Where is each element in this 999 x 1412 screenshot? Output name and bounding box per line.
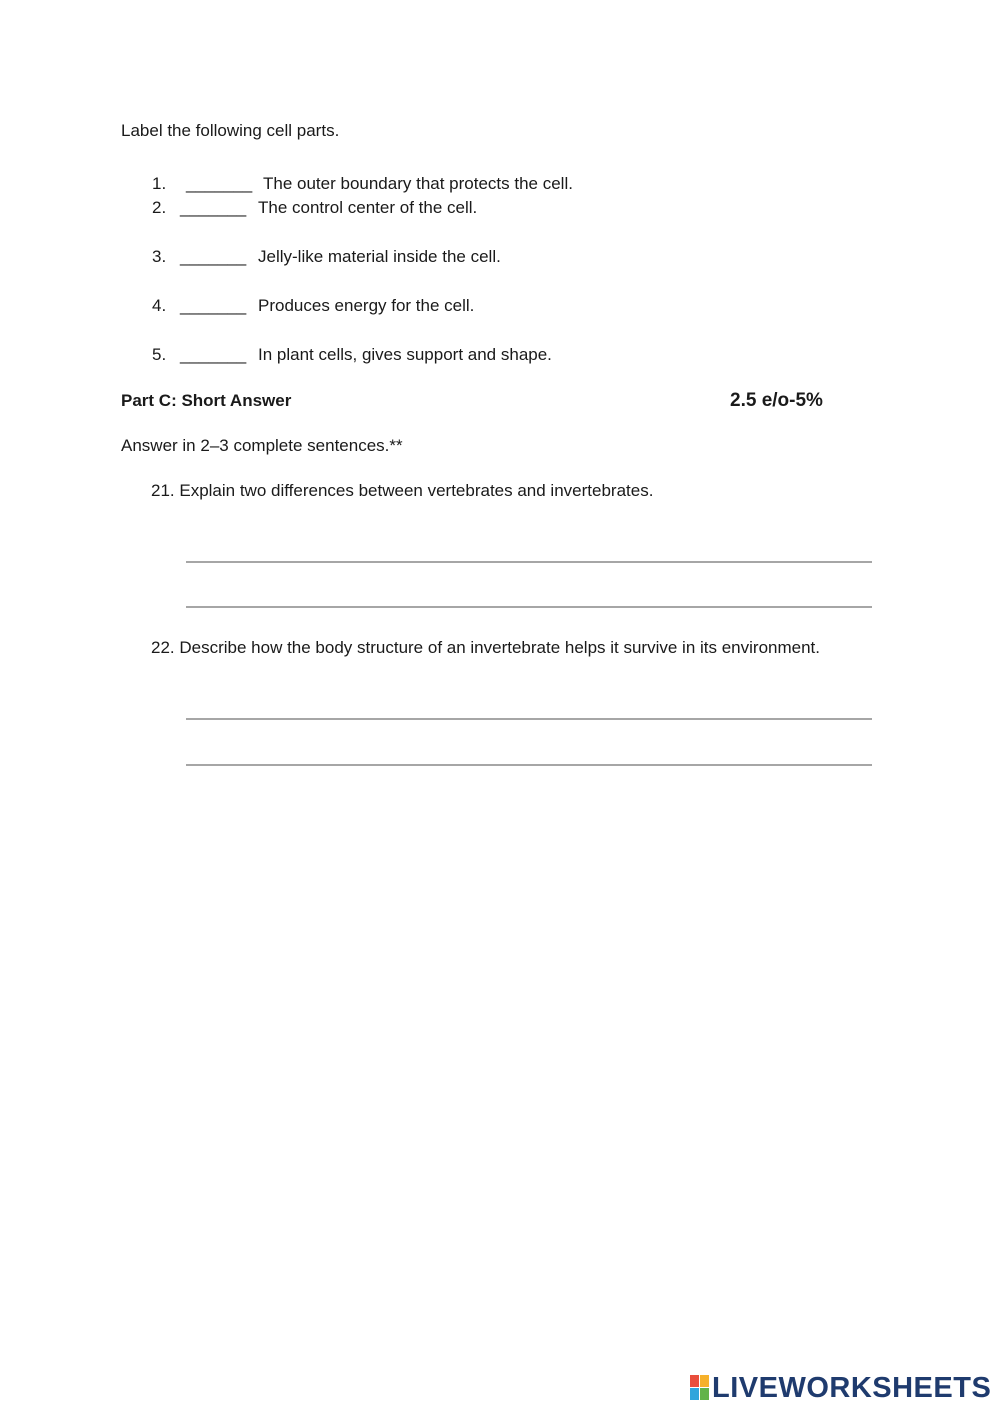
logo-block bbox=[700, 1375, 709, 1387]
answer-blank[interactable]: _______ bbox=[186, 174, 253, 193]
answer-line[interactable] bbox=[186, 764, 872, 766]
section-title: Part C: Short Answer bbox=[121, 391, 292, 410]
label-instructions: Label the following cell parts. bbox=[121, 121, 340, 140]
answer-line[interactable] bbox=[186, 561, 872, 563]
item-number: 2. bbox=[152, 198, 167, 217]
question-22: 22. Describe how the body structure of an invertebrate helps it survive in its environment. bbox=[151, 638, 821, 657]
logo-blocks-icon bbox=[690, 1375, 710, 1401]
liveworksheets-logo bbox=[690, 1372, 991, 1404]
answer-line[interactable] bbox=[186, 606, 872, 608]
item-text: Produces energy for the cell. bbox=[258, 296, 475, 315]
answer-line[interactable] bbox=[186, 718, 872, 720]
logo-text: LIVEWORKSHEETS bbox=[712, 1371, 992, 1404]
item-text: Jelly-like material inside the cell. bbox=[258, 247, 501, 266]
answer-blank[interactable]: _______ bbox=[180, 247, 247, 266]
section-points: 2.5 e/o-5% bbox=[730, 390, 823, 411]
logo-block bbox=[690, 1375, 699, 1387]
item-text: The control center of the cell. bbox=[258, 198, 478, 217]
answer-blank[interactable]: _______ bbox=[180, 198, 247, 217]
logo-block bbox=[690, 1388, 699, 1400]
section-instructions: Answer in 2–3 complete sentences.** bbox=[121, 436, 403, 455]
answer-blank[interactable]: _______ bbox=[180, 345, 247, 364]
item-number: 1. bbox=[152, 174, 167, 193]
logo-block bbox=[700, 1388, 709, 1400]
item-number: 5. bbox=[152, 345, 167, 364]
question-21: 21. Explain two differences between vertebrates and invertebrates. bbox=[151, 481, 654, 500]
item-text: In plant cells, gives support and shape. bbox=[258, 345, 552, 364]
item-number: 4. bbox=[152, 296, 167, 315]
item-text: The outer boundary that protects the cell. bbox=[263, 174, 573, 193]
answer-blank[interactable]: _______ bbox=[180, 296, 247, 315]
item-number: 3. bbox=[152, 247, 167, 266]
